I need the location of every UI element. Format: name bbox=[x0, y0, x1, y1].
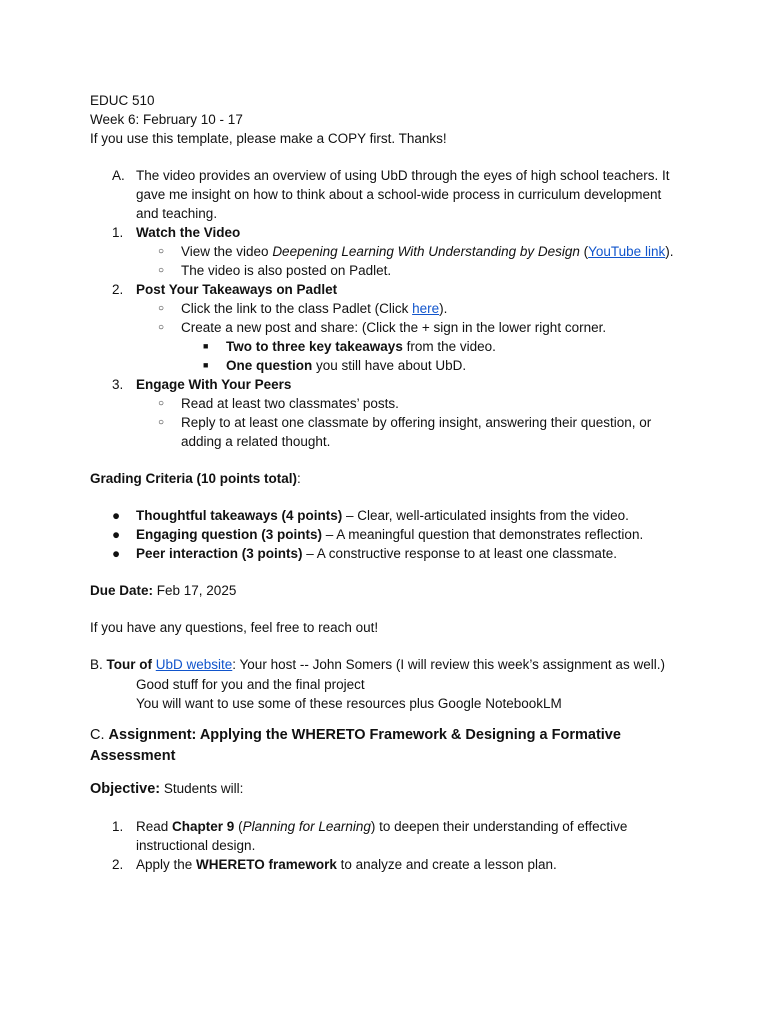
grading-heading bbox=[90, 469, 680, 488]
item-text: to analyze and create a lesson plan. bbox=[336, 857, 557, 872]
item-text: The video is also posted on Padlet. bbox=[181, 263, 392, 278]
section-b-line: Good stuff for you and the final project bbox=[136, 677, 365, 692]
square-bullet-icon: ■ bbox=[203, 341, 209, 351]
item-bold: Two to three key takeaways bbox=[226, 339, 403, 354]
step-title: Post Your Takeaways on Padlet bbox=[136, 282, 338, 297]
circle-bullet-icon: ○ bbox=[158, 417, 165, 428]
grading-list bbox=[90, 506, 680, 563]
section-c-heading bbox=[90, 725, 680, 767]
item-text: ( bbox=[234, 819, 243, 834]
section-b-line: You will want to use some of these resources plus Google NotebookLM bbox=[136, 696, 562, 711]
youtube-link[interactable]: YouTube link bbox=[588, 244, 666, 259]
item-text: Click the link to the class Padlet (Click bbox=[181, 301, 413, 316]
course-code: EDUC 510 bbox=[90, 93, 155, 108]
item-text: ). bbox=[665, 244, 674, 259]
section-a-intro bbox=[90, 166, 680, 223]
item-text: ) to deepen their understanding of effective instructional design. bbox=[136, 819, 628, 853]
due-date bbox=[90, 581, 680, 600]
item-bold: Peer interaction (3 points) bbox=[136, 546, 303, 561]
item-text: Apply the bbox=[136, 857, 197, 872]
circle-bullet-icon: ○ bbox=[158, 398, 165, 409]
item-text: Reply to at least one classmate by offering insight, answering their question, or adding a related thought. bbox=[181, 415, 652, 449]
section-b-heading bbox=[90, 655, 680, 674]
list-item bbox=[90, 299, 680, 318]
step-title: Engage With Your Peers bbox=[136, 377, 292, 392]
list-item bbox=[90, 337, 680, 356]
dot-bullet-icon: ● bbox=[112, 508, 121, 523]
week-label: Week 6: February 10 - 17 bbox=[90, 112, 243, 127]
item-bold: Chapter 9 bbox=[172, 819, 235, 834]
circle-bullet-icon: ○ bbox=[158, 303, 165, 314]
item-bold: WHERETO framework bbox=[196, 857, 337, 872]
objective-line bbox=[90, 779, 680, 799]
copy-note: If you use this template, please make a COPY first. Thanks! bbox=[90, 131, 447, 146]
list-item bbox=[90, 817, 680, 855]
grading-title: Grading Criteria (10 points total) bbox=[90, 471, 298, 486]
item-text: you still have about UbD. bbox=[312, 358, 467, 373]
item-bold: Thoughtful takeaways (4 points) bbox=[136, 508, 343, 523]
section-a-list bbox=[90, 375, 680, 394]
list-item bbox=[90, 242, 680, 261]
objective-label: Objective: bbox=[90, 781, 161, 797]
objective-list bbox=[90, 817, 680, 874]
questions-note: If you have any questions, feel free to reach out! bbox=[90, 620, 379, 635]
step-title: Watch the Video bbox=[136, 225, 241, 240]
step-post-takeaways bbox=[90, 280, 680, 299]
padlet-here-link[interactable]: here bbox=[412, 301, 440, 316]
item-text: – A constructive response to at least one classmate. bbox=[302, 546, 617, 561]
list-marker: 1. bbox=[112, 225, 124, 240]
section-c-title: Assignment: Applying the WHERETO Framework & Designing a Formative Assessment bbox=[90, 727, 621, 764]
step-engage-peers bbox=[90, 375, 680, 394]
list-item bbox=[90, 261, 680, 280]
circle-bullet-icon: ○ bbox=[158, 246, 165, 257]
item-text: Create a new post and share: (Click the + sign in the lower right corner. bbox=[181, 320, 607, 335]
item-bold: One question bbox=[226, 358, 313, 373]
list-marker: 3. bbox=[112, 377, 124, 392]
list-item bbox=[90, 394, 680, 413]
section-a-list bbox=[90, 280, 680, 299]
dot-bullet-icon: ● bbox=[112, 546, 121, 561]
intro-text: The video provides an overview of using UbD through the eyes of high school teachers. It gave me insight on how to think about a school-wide process in curriculum development and teaching. bbox=[136, 168, 670, 221]
section-b-bold: Tour of bbox=[106, 657, 156, 672]
list-marker: 2. bbox=[112, 857, 124, 872]
section-a-list bbox=[90, 166, 680, 242]
item-text: – Clear, well-articulated insights from the video. bbox=[342, 508, 629, 523]
list-marker: A. bbox=[112, 168, 125, 183]
section-b-text: : Your host -- John Somers (I will review this week’s assignment as well.) bbox=[232, 657, 665, 672]
step-watch-video bbox=[90, 223, 680, 242]
list-item bbox=[90, 318, 680, 337]
list-marker: 1. bbox=[112, 819, 124, 834]
document-page bbox=[90, 91, 680, 874]
square-bullet-icon: ■ bbox=[203, 360, 209, 370]
watch-video-items bbox=[90, 242, 680, 280]
due-value: Feb 17, 2025 bbox=[153, 583, 237, 598]
section-prefix: B. bbox=[90, 657, 107, 672]
ubd-website-link[interactable]: UbD website bbox=[155, 657, 233, 672]
dot-bullet-icon: ● bbox=[112, 527, 121, 542]
item-text: ( bbox=[579, 244, 589, 259]
list-item bbox=[90, 544, 680, 563]
circle-bullet-icon: ○ bbox=[158, 322, 165, 333]
list-item bbox=[90, 413, 680, 451]
item-text: Read bbox=[136, 819, 173, 834]
post-share-subitems bbox=[90, 337, 680, 375]
item-bold: Engaging question (3 points) bbox=[136, 527, 322, 542]
item-text: Read at least two classmates’ posts. bbox=[181, 396, 399, 411]
list-item bbox=[90, 855, 680, 874]
item-text: – A meaningful question that demonstrates reflection. bbox=[322, 527, 644, 542]
item-text: ). bbox=[439, 301, 448, 316]
due-label: Due Date: bbox=[90, 583, 154, 598]
item-text: View the video bbox=[181, 244, 273, 259]
objective-text: Students will: bbox=[160, 781, 244, 796]
list-marker: 2. bbox=[112, 282, 124, 297]
section-prefix: C. bbox=[90, 727, 109, 743]
list-item bbox=[90, 356, 680, 375]
post-takeaways-items bbox=[90, 299, 680, 337]
list-item bbox=[90, 506, 680, 525]
video-title: Deepening Learning With Understanding by Design bbox=[272, 244, 580, 259]
list-item bbox=[90, 525, 680, 544]
item-italic: Planning for Learning bbox=[242, 819, 371, 834]
engage-peers-items bbox=[90, 394, 680, 451]
grading-colon: : bbox=[297, 471, 301, 486]
circle-bullet-icon: ○ bbox=[158, 265, 165, 276]
item-text: from the video. bbox=[402, 339, 496, 354]
